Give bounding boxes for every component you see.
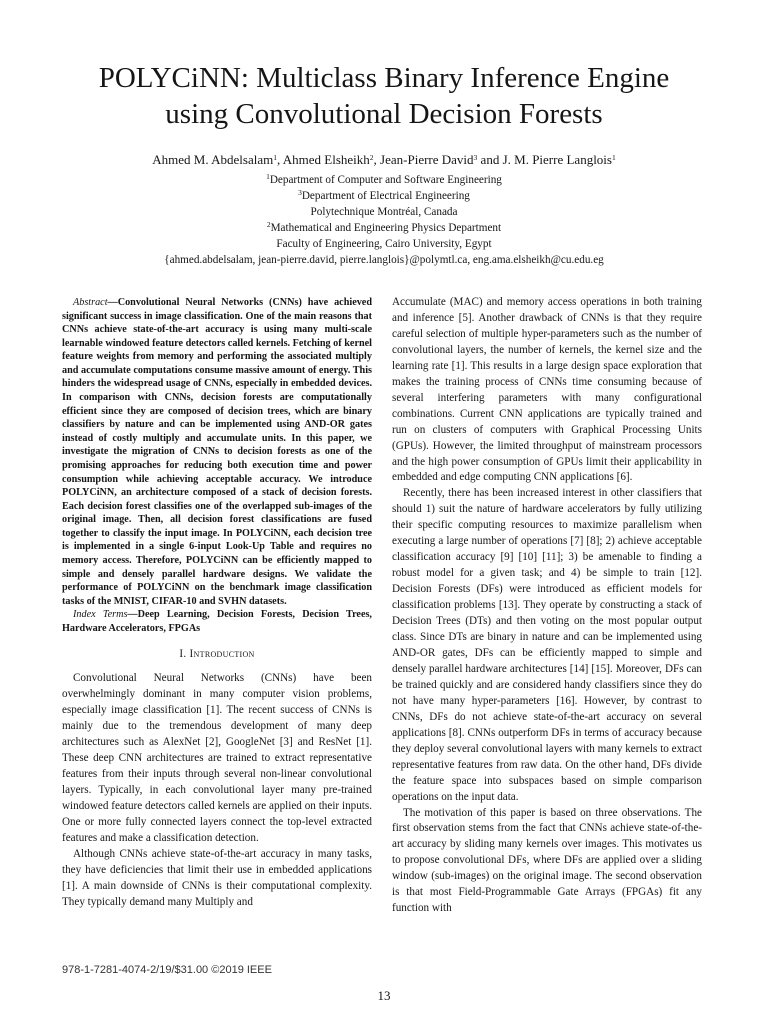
- paragraph: The motivation of this paper is based on three observations. The first observation stems from the fact that CNNs achieve state-of-the-art accuracy by sliding many kernels over images. This motivates us to propose convolutional DFs, where DFs are applied over a sliding window (sub-images) on the original image. The second observation is that most Field-Programmable Gate Arrays (FPGAs) fit any function with: [392, 806, 702, 915]
- affiliation-2-institution: Faculty of Engineering, Cairo University, Egypt: [276, 238, 492, 250]
- index-terms: [62, 608, 372, 635]
- abstract-text: —Convolutional Neural Networks (CNNs) have achieved significant success in image classification. One of the main reasons that CNNs achieve state-of-the-art accuracy is using many multi-scale learnable windowed feature detectors called kernels. Fetching of kernel feature weights from memory and performing the associated multiply and accumulate computations consume massive amount of energy. This hinders the widespread usage of CNNs, especially in embedded devices. In comparison with CNNs, decision forests are computationally efficient since they are composed of decision trees, which are binary classifiers by nature and can be implemented using AND-OR gates instead of costly multiply and accumulate units. In this paper, we investigate the migration of CNNs to decision forests as one of the promising approaches for reducing both execution time and power consumption while achieving acceptable accuracy. We introduce POLYCiNN, an architecture composed of a stack of decision forests. Each decision forest classifies one of the overlapped sub-images of the original image. Then, all decision forest classifications are fused together to classify the input image. In POLYCiNN, each decision tree is implemented in a single 6-input Look-Up Table and requires no memory access. Therefore, POLYCiNN can be efficiently mapped to simple and densely parallel hardware designs. We validate the performance of POLYCiNN on the benchmark image classification tasks of the MNIST, CIFAR-10 and SVHN datasets.: [62, 297, 372, 607]
- author-name: J. M. Pierre Langlois: [502, 152, 612, 167]
- author-affil-mark: 3: [473, 153, 478, 162]
- affiliation-3-institution: Polytechnique Montréal, Canada: [310, 206, 458, 218]
- author-affil-mark: 2: [369, 153, 374, 162]
- author-separator: ,: [373, 152, 381, 167]
- section-title: Introduction: [189, 648, 255, 661]
- author-affil-mark: 1: [273, 153, 277, 162]
- author-affil-mark: 1: [611, 153, 616, 162]
- section-heading-introduction: [62, 647, 372, 663]
- affiliations: [40, 172, 728, 268]
- title-line-1: POLYCiNN: Multiclass Binary Inference Engine: [98, 62, 670, 94]
- title-line-2: using Convolutional Decision Forests: [165, 98, 603, 130]
- copyright-notice: 978-1-7281-4074-2/19/$31.00 ©2019 IEEE: [62, 964, 272, 976]
- paragraph: Convolutional Neural Networks (CNNs) have been overwhelmingly dominant in many computer vision problems, especially image classification [1]. The recent success of CNNs is mainly due to the tremendous development of many deep architectures such as AlexNet [2], GoogleNet [3] and ResNet [1]. These deep CNN architectures are trained to extract representative features from their inputs through several non-linear convolutional layers. Typically, in each convolutional layer many pre-trained windowed feature detectors called kernels are applied on their inputs. One or more fully connected layers connect the top-level extracted features and make a classification detection.: [62, 672, 372, 844]
- author-emails: {ahmed.abdelsalam, jean-pierre.david, pierre.langlois}@polymtl.ca, eng.ama.elsheikh@cu.edu.eg: [164, 254, 604, 266]
- affiliation-3: $^3$Department of Electrical Engineering: [298, 188, 470, 202]
- page-number: 13: [377, 988, 391, 1003]
- author-separator: and: [477, 152, 503, 167]
- author-separator: ,: [276, 152, 283, 167]
- author-name: Jean-Pierre David: [380, 152, 474, 167]
- author-list: [40, 151, 728, 168]
- right-column: [392, 295, 702, 917]
- left-column: [62, 296, 372, 911]
- paper-title: [40, 60, 728, 132]
- paragraph: Although CNNs achieve state-of-the-art accuracy in many tasks, they have deficiencies that limit their use in embedded applications [1]. A main downside of CNNs is their computational complexity. They typically demand many Multiply and: [62, 847, 372, 908]
- paragraph: Recently, there has been increased interest in other classifiers that should 1) suit the nature of hardware accelerators by fully utilizing their specific computing resources to maximize parallelism when executing a large number of operations [7] [8]; 2) achieve acceptable classification accuracy [9] [10] [11]; 3) be amenable to finding a robust model for a given task; and 4) be simple to train [12]. Decision Forests (DFs) were introduced as efficient models for classification problems [13]. They operate by constructing a stack of Decision Trees (DTs) and then voting on the most popular output class. Since DTs are binary in nature and can be implemented using AND-OR gates, DFs can be efficiently mapped to simple and densely parallel hardware architectures [14] [15]. Moreover, DFs can be trained quickly and are considered handy classifiers since they do not have many hyper-parameters [16]. However, by contrast to CNNs, DFs do not achieve state-of-the-art accuracy on several applications [8]. CNNs outperform DFs in terms of accuracy because they deploy several convolutional layers with many kernels to extract representative features from raw data. On the other hand, DFs divide the feature space into subspaces based on simple comparison operations on the input data.: [392, 487, 702, 803]
- affiliation-1: $^1$Department of Computer and Software Engineering: [266, 172, 502, 186]
- affiliation-2: $^2$Mathematical and Engineering Physics Department: [266, 220, 502, 234]
- index-terms-text: —Deep Learning, Decision Forests, Decision Trees, Hardware Accelerators, FPGAs: [62, 609, 372, 634]
- paragraph: Accumulate (MAC) and memory access operations in both training and inference [5]. Another drawback of CNNs is that they require careful selection of multiple hyper-parameters such as the number of convolutional layers, the number of kernels, the kernel size and the learning rate [1]. This results in a large design space exploration that makes the training process of CNNs time consuming because of several interfering parameters with many configurational combinations. Current CNN applications are typically trained and run on clusters of computers with Graphical Processing Units (GPUs). However, the limited throughput of mainstream processors and the high power consumption of GPUs limit their applicability in embedded and edge computing CNN applications [6].: [392, 296, 702, 484]
- index-terms-label: Index Terms: [73, 609, 128, 621]
- author-name: Ahmed Elsheikh: [282, 152, 370, 167]
- section-number: I.: [179, 648, 187, 661]
- abstract-label: Abstract: [73, 297, 108, 308]
- author-name: Ahmed M. Abdelsalam: [152, 152, 274, 167]
- abstract: [62, 296, 372, 608]
